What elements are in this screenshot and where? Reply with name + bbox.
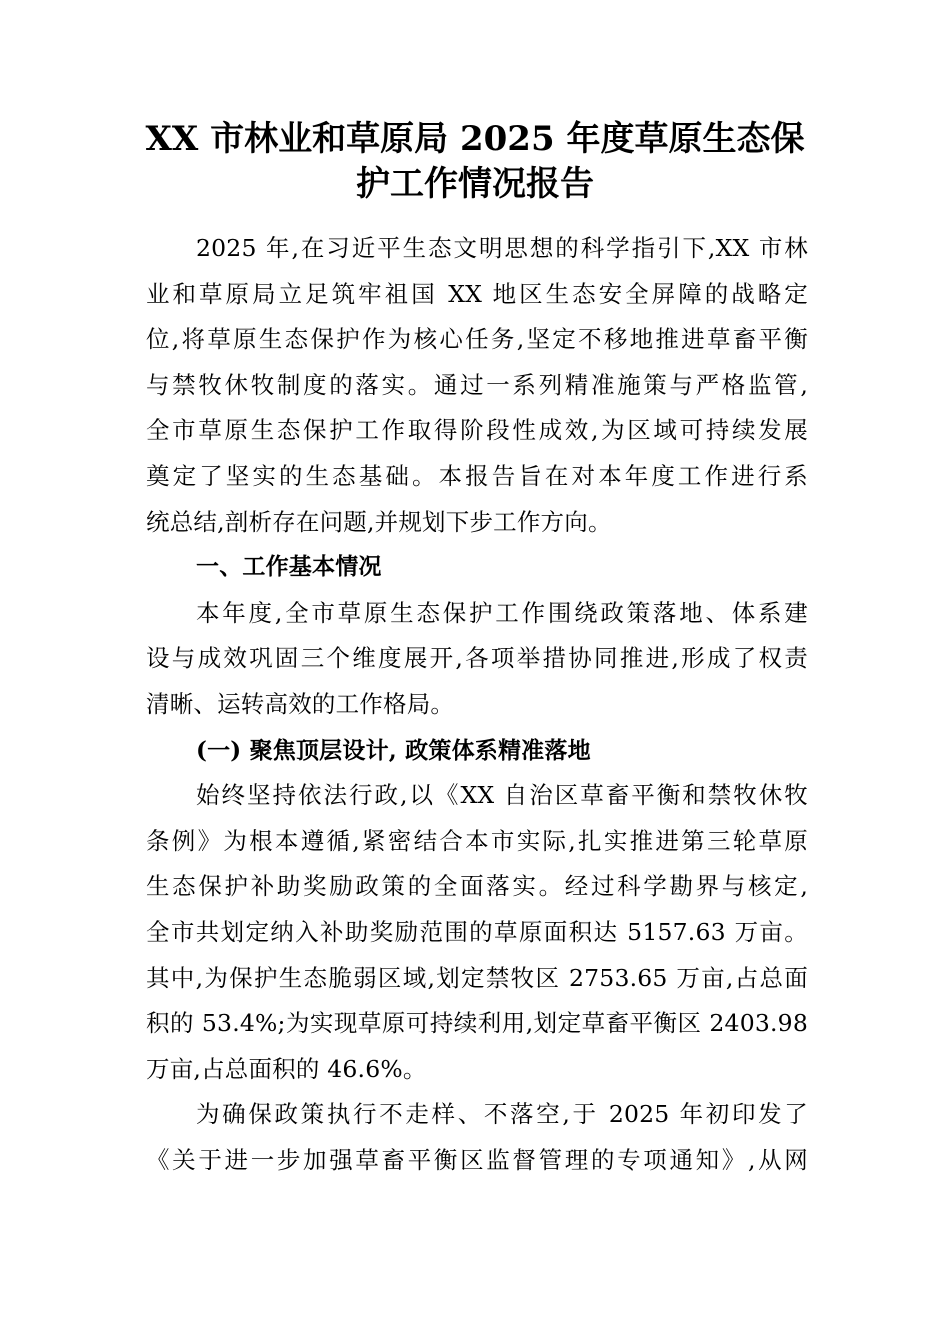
text-line: 位,将草原生态保护作为核心任务,坚定不移地推进草畜平衡: [146, 325, 808, 354]
text-line: 为确保政策执行不走样、不落空,于 2025 年初印发了: [196, 1100, 808, 1129]
paragraph-overview: [146, 591, 808, 728]
text-line: 万亩,占总面积的 46.6%。: [146, 1054, 427, 1083]
paragraph-policy: [146, 773, 808, 1092]
text-line: 始终坚持依法行政,以《XX 自治区草畜平衡和禁牧休牧: [196, 781, 808, 810]
text-line: 全市草原生态保护工作取得阶段性成效,为区域可持续发展: [146, 416, 808, 445]
text-line: 条例》为根本遵循,紧密结合本市实际,扎实推进第三轮草原: [146, 826, 808, 855]
subsection-heading-1: (一) 聚焦顶层设计, 政策体系精准落地: [196, 736, 591, 764]
text-line: 设与成效巩固三个维度展开,各项举措协同推进,形成了权责: [146, 644, 808, 673]
text-line: 生态保护补助奖励政策的全面落实。经过科学勘界与核定,: [146, 872, 808, 901]
text-line: 《关于进一步加强草畜平衡区监督管理的专项通知》,从网: [146, 1145, 808, 1174]
text-line: 奠定了坚实的生态基础。本报告旨在对本年度工作进行系: [146, 461, 808, 490]
text-line: 清晰、运转高效的工作格局。: [146, 689, 455, 718]
paragraph-intro: [146, 226, 808, 545]
section-heading-1: 一、工作基本情况: [196, 554, 382, 581]
paragraph-supervision: [146, 1092, 808, 1183]
report-title-line-1: XX 市林业和草原局 2025 年度草原生态保: [145, 119, 805, 159]
text-line: 2025 年,在习近平生态文明思想的科学指引下,XX 市林: [196, 234, 808, 262]
report-body: [146, 226, 808, 1183]
text-line: 本年度,全市草原生态保护工作围绕政策落地、体系建: [196, 598, 808, 627]
text-line: 统总结,剖析存在问题,并规划下步工作方向。: [146, 507, 612, 536]
text-line: 与禁牧休牧制度的落实。通过一系列精准施策与严格监管,: [146, 370, 808, 399]
report-title-line-2: 护工作情况报告: [356, 164, 594, 204]
text-line: 全市共划定纳入补助奖励范围的草原面积达 5157.63 万亩。: [146, 917, 808, 946]
text-line: 积的 53.4%;为实现草原可持续利用,划定草畜平衡区 2403.98: [146, 1009, 808, 1038]
text-line: 业和草原局立足筑牢祖国 XX 地区生态安全屏障的战略定: [146, 279, 808, 308]
text-line: 其中,为保护生态脆弱区域,划定禁牧区 2753.65 万亩,占总面: [146, 963, 808, 992]
